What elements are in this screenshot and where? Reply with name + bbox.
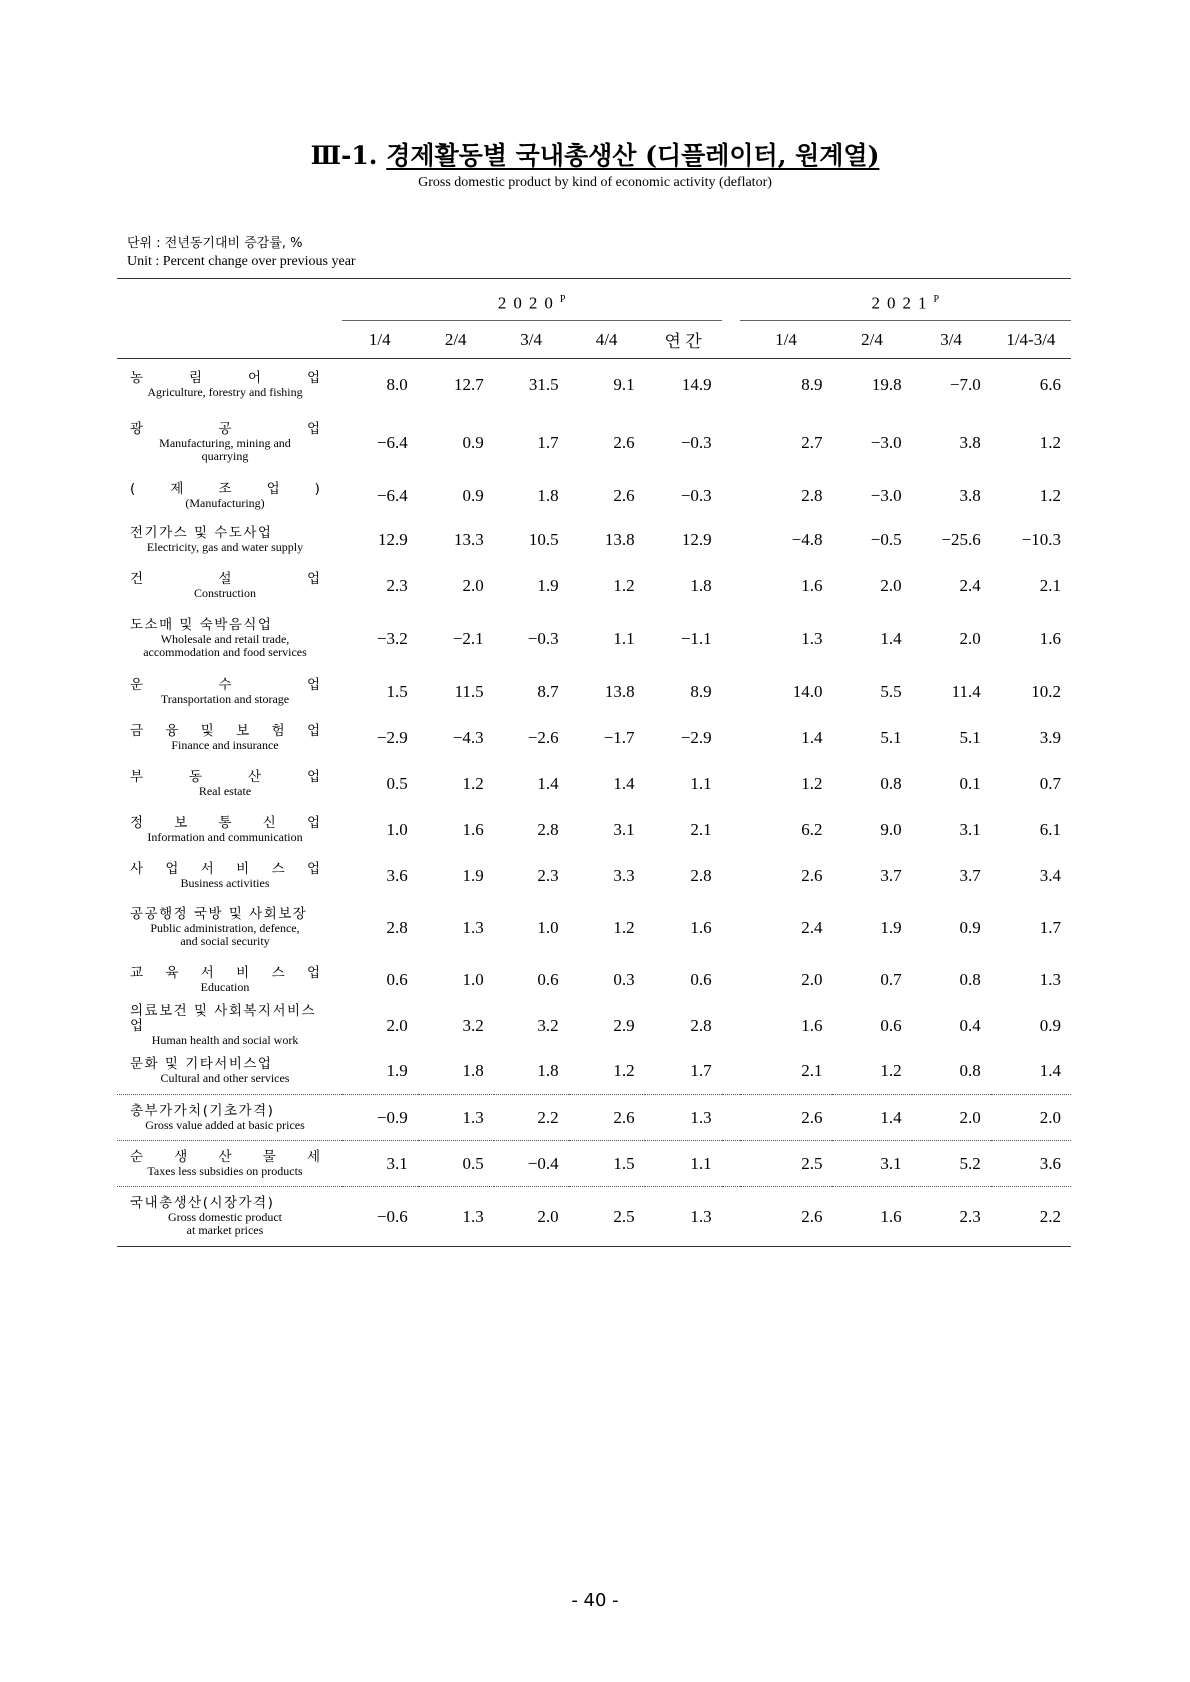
table-cell: 2.0 (912, 1095, 991, 1141)
row-label-korean: 건 설 업 (130, 570, 320, 587)
table-cell: 9.1 (613, 374, 635, 394)
table-cell: 1.8 (537, 1061, 559, 1081)
page-title (0, 136, 1190, 172)
table-cell: 3.8 (959, 432, 981, 452)
table-cell: 1.3 (801, 628, 823, 648)
row-label (117, 669, 342, 715)
row-label-english: Human health and social work (151, 1033, 299, 1047)
column-header: 1/4-3/4 (991, 321, 1071, 359)
table-cell: −0.9 (342, 1095, 418, 1141)
table-cell: 1.4 (801, 727, 823, 747)
table-cell: 2.3 (386, 575, 408, 595)
table-cell: −0.3 (527, 628, 559, 648)
table-cell: 2.3 (912, 1187, 991, 1247)
table-cell: 2.0 (880, 575, 902, 595)
table-cell: 2.0 (991, 1095, 1071, 1141)
table-cell: 13.8 (604, 681, 635, 701)
row-label-korean: 정 보 통 신 업 (130, 814, 320, 831)
table-cell: 2.1 (1039, 575, 1061, 595)
row-label-english: Education (200, 979, 250, 994)
table-cell: 11.4 (951, 681, 981, 701)
table-cell: 2.6 (801, 865, 823, 885)
row-label-english: and social security (180, 934, 270, 948)
table-cell: −0.5 (870, 529, 902, 549)
table-cell: 1.3 (645, 1187, 722, 1247)
table-cell: −7.0 (949, 374, 981, 394)
table-cell: 6.6 (1039, 374, 1061, 394)
table-cell: 2.7 (801, 432, 823, 452)
table-cell: 0.6 (690, 969, 712, 989)
table-cell: 10.5 (528, 529, 559, 549)
table-cell: 1.0 (462, 969, 484, 989)
table-cell: 1.2 (880, 1061, 902, 1081)
table-cell: 0.5 (386, 773, 408, 793)
table-cell: 6.1 (1039, 819, 1061, 839)
table-cell: 1.1 (690, 773, 712, 793)
table-row (117, 807, 1071, 853)
table-cell: 14.0 (792, 681, 823, 701)
page-number: - 40 - (571, 1590, 619, 1611)
table-cell: 1.6 (801, 575, 823, 595)
column-header: 1/4 (342, 321, 418, 359)
table-cell: 10.2 (1031, 681, 1061, 701)
row-label-english: at market prices (186, 1223, 264, 1237)
row-label-english: Real estate (198, 783, 252, 798)
table-row (117, 411, 1071, 475)
row-label-english: Gross domestic product (168, 1210, 282, 1224)
table-cell: 3.8 (959, 485, 981, 505)
table-cell: 5.1 (880, 727, 902, 747)
table-cell: 3.4 (1039, 865, 1061, 885)
unit-korean: 단위 : 전년동기대비 증감률, % (127, 236, 303, 251)
table-cell: 2.6 (613, 485, 635, 505)
table-cell: 1.6 (801, 1015, 823, 1035)
row-label-korean: 문화 및 기타서비스업 (130, 1056, 273, 1073)
table-cell: 2.8 (690, 865, 712, 885)
row-label (117, 563, 342, 609)
table-cell: 0.6 (880, 1015, 902, 1035)
row-label-english: Electricity, gas and water supply (146, 539, 304, 554)
row-label (117, 475, 342, 517)
table-cell: 1.9 (880, 917, 902, 937)
row-label (117, 1095, 342, 1141)
table-cell: 2.6 (740, 1095, 833, 1141)
table-cell: 3.1 (959, 819, 981, 839)
table-cell: −6.4 (376, 432, 408, 452)
row-label (117, 1187, 342, 1247)
table-cell: 3.6 (386, 865, 408, 885)
table-cell: 3.2 (537, 1015, 559, 1035)
table-cell: 8.9 (690, 681, 712, 701)
table-row (117, 1095, 1071, 1141)
table-cell: 2.8 (690, 1015, 712, 1035)
table-cell: 0.9 (1039, 1015, 1061, 1035)
table-cell: 3.1 (342, 1141, 418, 1187)
table-cell: 2.2 (494, 1095, 569, 1141)
table-cell: 5.2 (912, 1141, 991, 1187)
table-cell: 2.1 (690, 819, 712, 839)
column-header: 3/4 (912, 321, 991, 359)
table-cell: −0.3 (680, 432, 712, 452)
table-cell: 1.1 (645, 1141, 722, 1187)
row-label-korean: ( 제 조 업 ) (130, 480, 320, 497)
table-cell: 9.0 (880, 819, 902, 839)
row-label-korean: 농 림 어 업 (130, 369, 320, 386)
table-row (117, 1187, 1071, 1247)
row-label-korean: 전기가스 및 수도사업 (130, 524, 273, 541)
table-cell: 12.7 (453, 374, 484, 394)
table-cell: 2.1 (801, 1061, 823, 1081)
row-label-korean: 의료보건 및 사회복지서비스업 (130, 1003, 317, 1034)
table-cell: 1.2 (801, 773, 823, 793)
table-cell: 0.7 (880, 969, 902, 989)
column-header: 3/4 (494, 321, 569, 359)
table-cell: 1.9 (537, 575, 559, 595)
row-label-english: (Manufacturing) (185, 495, 265, 510)
table-cell: −2.6 (527, 727, 559, 747)
column-header: 2/4 (832, 321, 911, 359)
gdp-deflator-table (117, 278, 1071, 1247)
row-label (117, 609, 342, 669)
table-cell: −2.9 (376, 727, 408, 747)
table-cell: 12.9 (377, 529, 408, 549)
row-label-korean: 도소매 및 숙박음식업 (130, 617, 273, 633)
table-cell: −10.3 (1021, 529, 1061, 549)
row-label-korean: 국내총생산(시장가격) (130, 1195, 275, 1211)
table-cell: 13.8 (604, 529, 635, 549)
table-cell: 1.2 (1039, 485, 1061, 505)
table-cell: 2.4 (801, 917, 823, 937)
table-cell: 1.3 (418, 1187, 494, 1247)
table-cell: −0.3 (680, 485, 712, 505)
table-cell: 2.8 (801, 485, 823, 505)
row-label-english: Gross value added at basic prices (145, 1117, 305, 1132)
table-cell: 3.3 (613, 865, 635, 885)
table-cell: 1.8 (537, 485, 559, 505)
table-cell: −4.3 (452, 727, 484, 747)
table-cell: 0.3 (613, 969, 635, 989)
table-cell: −0.6 (342, 1187, 418, 1247)
table-row (117, 517, 1071, 563)
table-cell: 0.8 (880, 773, 902, 793)
table-cell: 6.2 (801, 819, 823, 839)
table-cell: 0.8 (959, 1061, 981, 1081)
table-cell: 3.9 (1039, 727, 1061, 747)
table-cell: 1.0 (537, 917, 559, 937)
table-row (117, 899, 1071, 957)
table-cell: −25.6 (941, 529, 981, 549)
table-cell: 0.9 (959, 917, 981, 937)
table-cell: 8.7 (537, 681, 559, 701)
table-cell: 1.4 (832, 1095, 911, 1141)
column-header: 연 간 (645, 321, 722, 359)
row-label-korean: 순 생 산 물 세 (130, 1148, 320, 1165)
row-label-korean: 사 업 서 비 스 업 (130, 860, 320, 877)
table-cell: 1.6 (690, 917, 712, 937)
table-cell: 1.3 (418, 1095, 494, 1141)
table-cell: −0.4 (494, 1141, 569, 1187)
table-cell: 2.8 (386, 917, 408, 937)
table-cell: 3.7 (959, 865, 981, 885)
table-cell: 1.2 (1039, 432, 1061, 452)
table-cell: 0.9 (462, 432, 484, 452)
table-cell: 0.7 (1039, 773, 1061, 793)
table-cell: 1.1 (613, 628, 635, 648)
table-cell: 1.6 (462, 819, 484, 839)
table-cell: −4.8 (791, 529, 823, 549)
table-cell: 2.6 (740, 1187, 833, 1247)
table-cell: 1.4 (613, 773, 635, 793)
row-label-english: Manufacturing, mining and (159, 436, 291, 450)
row-label-english: Transportation and storage (160, 691, 290, 706)
row-label (117, 359, 342, 411)
table-row (117, 475, 1071, 517)
table-cell: 2.0 (462, 575, 484, 595)
table-cell: 1.4 (1039, 1061, 1061, 1081)
table-cell: 3.2 (462, 1015, 484, 1035)
row-label (117, 517, 342, 563)
table-cell: 2.4 (959, 575, 981, 595)
table-cell: 2.3 (537, 865, 559, 885)
table-cell: 1.6 (832, 1187, 911, 1247)
table-cell: 3.7 (880, 865, 902, 885)
row-label (117, 715, 342, 761)
table-cell: 2.2 (991, 1187, 1071, 1247)
table-cell: 2.6 (569, 1095, 645, 1141)
table-row (117, 1003, 1071, 1049)
row-label-english: Cultural and other services (160, 1071, 290, 1086)
row-label-korean: 운 수 업 (130, 676, 320, 693)
row-label (117, 1003, 342, 1049)
table-cell: 1.2 (462, 773, 484, 793)
table-cell: −3.0 (870, 432, 902, 452)
page-subtitle: Gross domestic product by kind of economic activity (deflator) (418, 175, 772, 190)
table-cell: 19.8 (871, 374, 902, 394)
table-cell: 14.9 (681, 374, 712, 394)
table-cell: 1.7 (537, 432, 559, 452)
table-cell: 0.6 (537, 969, 559, 989)
row-label (117, 1049, 342, 1095)
row-label (117, 761, 342, 807)
table-cell: 0.4 (959, 1015, 981, 1035)
table-cell: 0.8 (959, 969, 981, 989)
table-cell: 1.3 (1039, 969, 1061, 989)
row-label-english: Agriculture, forestry and fishing (147, 384, 303, 399)
title-main: 경제활동별 국내총생산 (디플레이터, 원계열) (386, 141, 880, 170)
table-cell: 1.3 (462, 917, 484, 937)
table-cell: 1.4 (537, 773, 559, 793)
table-cell: −1.1 (680, 628, 712, 648)
table-row (117, 669, 1071, 715)
row-label-english: Public administration, defence, (150, 921, 300, 935)
table-cell: −2.9 (680, 727, 712, 747)
table-cell: 1.5 (386, 681, 408, 701)
table-cell: 2.5 (740, 1141, 833, 1187)
table-row (117, 1049, 1071, 1095)
row-label (117, 807, 342, 853)
table-cell: 1.0 (386, 819, 408, 839)
table-row (117, 957, 1071, 1003)
table-cell: 13.3 (453, 529, 484, 549)
title-number: Ⅲ-1. (310, 141, 378, 170)
row-label-english: accommodation and food services (143, 645, 307, 659)
column-header: 2/4 (418, 321, 494, 359)
table-cell: 3.1 (613, 819, 635, 839)
table-cell: 1.6 (1039, 628, 1061, 648)
column-header: 4/4 (569, 321, 645, 359)
row-label-english: Wholesale and retail trade, (160, 632, 290, 646)
table-cell: 5.5 (880, 681, 902, 701)
table-row (117, 563, 1071, 609)
table-cell: 1.2 (613, 917, 635, 937)
table-cell: 1.7 (1039, 917, 1061, 937)
row-label-korean: 광 공 업 (130, 421, 320, 437)
table-cell: 2.6 (613, 432, 635, 452)
table-cell: 1.3 (645, 1095, 722, 1141)
row-label-korean: 금 융 및 보 험 업 (130, 722, 320, 739)
table-cell: 2.0 (801, 969, 823, 989)
year-2021-header: $2021^P$ (740, 279, 1071, 322)
table-cell: 31.5 (528, 374, 559, 394)
table-cell: −3.2 (376, 628, 408, 648)
table-cell: 3.1 (832, 1141, 911, 1187)
row-label-korean: 부 동 산 업 (130, 768, 320, 785)
row-label (117, 899, 342, 957)
row-label (117, 1141, 342, 1187)
row-label-english: quarrying (201, 449, 249, 463)
table-cell: 1.4 (880, 628, 902, 648)
table-cell: 5.1 (959, 727, 981, 747)
row-label (117, 853, 342, 899)
table-cell: 8.9 (801, 374, 823, 394)
table-cell: 2.8 (537, 819, 559, 839)
table-cell: 2.9 (613, 1015, 635, 1035)
table-cell: −1.7 (603, 727, 635, 747)
table-cell: 1.5 (569, 1141, 645, 1187)
table-cell: −6.4 (376, 485, 408, 505)
table-cell: 1.2 (613, 575, 635, 595)
row-label-english: Business activities (180, 875, 270, 890)
table-cell: 0.9 (462, 485, 484, 505)
table-row (117, 609, 1071, 669)
table-cell: −3.0 (870, 485, 902, 505)
table-cell: 0.6 (386, 969, 408, 989)
table-row (117, 715, 1071, 761)
column-header: 1/4 (740, 321, 833, 359)
row-label-english: Construction (194, 585, 256, 600)
row-label-english: Taxes less subsidies on products (147, 1163, 303, 1178)
table-row (117, 853, 1071, 899)
row-label-english: Information and communication (147, 829, 303, 844)
row-label-korean: 교 육 서 비 스 업 (130, 964, 320, 981)
table-row (117, 359, 1071, 411)
table-cell: 1.7 (690, 1061, 712, 1081)
table-cell: 0.1 (959, 773, 981, 793)
table-cell: 2.0 (494, 1187, 569, 1247)
row-label-korean: 공공행정 국방 및 사회보장 (130, 906, 308, 922)
table-cell: 2.0 (959, 628, 981, 648)
table-cell: 1.9 (386, 1061, 408, 1081)
row-label (117, 957, 342, 1003)
row-label-korean: 총부가가치(기초가격) (130, 1102, 275, 1119)
table-cell: 3.6 (991, 1141, 1071, 1187)
table-row (117, 761, 1071, 807)
table-cell: 1.8 (690, 575, 712, 595)
table-cell: −2.1 (452, 628, 484, 648)
table-cell: 0.5 (418, 1141, 494, 1187)
table-cell: 11.5 (454, 681, 484, 701)
table-cell: 1.8 (462, 1061, 484, 1081)
unit-english: Unit : Percent change over previous year (127, 254, 356, 269)
table-cell: 12.9 (681, 529, 712, 549)
table-cell: 1.9 (462, 865, 484, 885)
table-cell: 2.0 (386, 1015, 408, 1035)
table-cell: 8.0 (386, 374, 408, 394)
row-label-english: Finance and insurance (171, 737, 279, 752)
year-2020-header: $2020^P$ (342, 279, 722, 322)
row-label (117, 411, 342, 475)
table-cell: 1.2 (613, 1061, 635, 1081)
table-cell: 2.5 (569, 1187, 645, 1247)
table-row (117, 1141, 1071, 1187)
